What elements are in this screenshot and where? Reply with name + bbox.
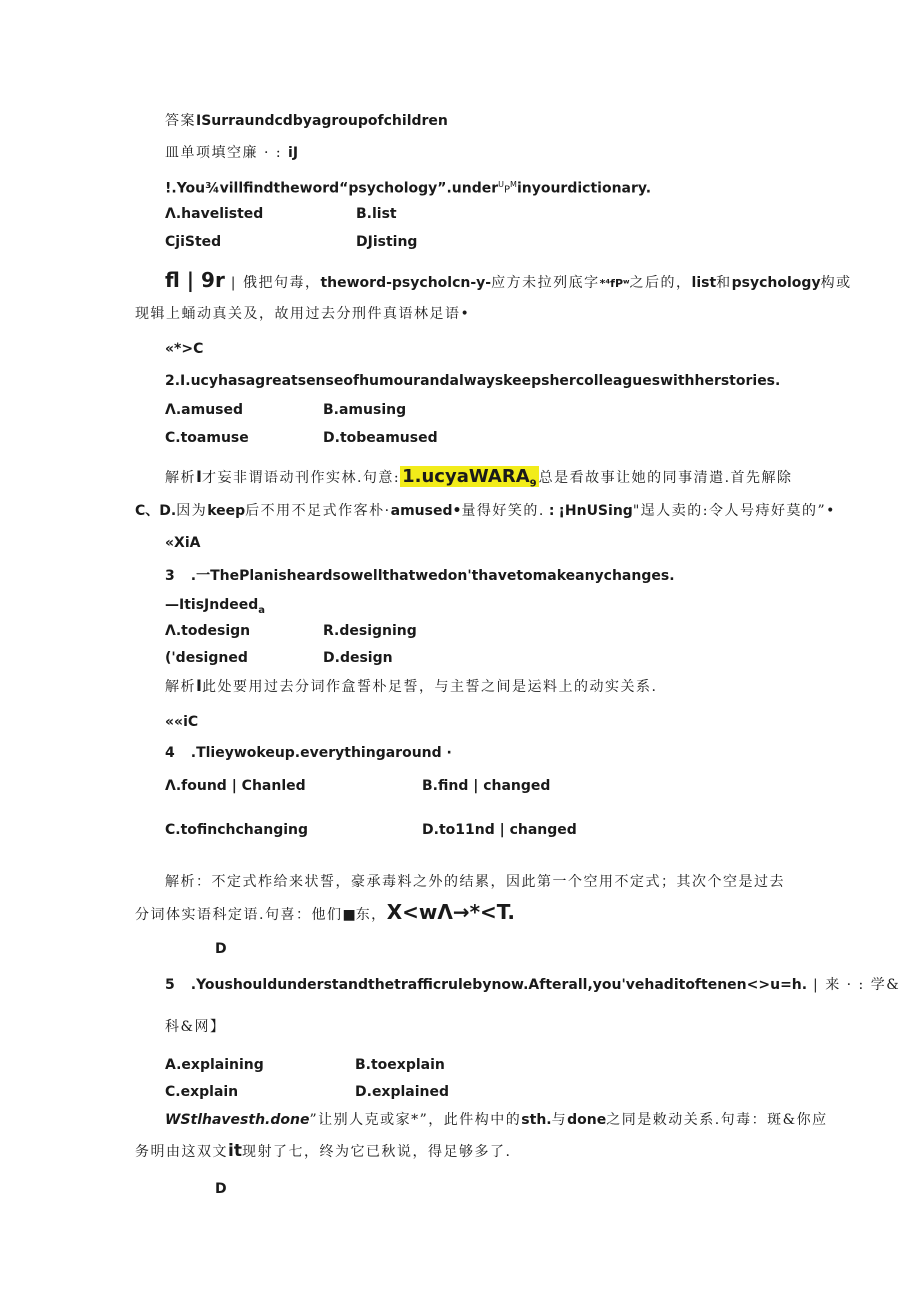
- q1-option-a: Λ.havelisted: [165, 206, 264, 222]
- question-5-line2: 科&网】: [165, 1019, 226, 1035]
- q3-option-a: Λ.todesign: [165, 623, 251, 639]
- q5-answer: D: [215, 1181, 227, 1197]
- q5-option-b: B.toexplain: [355, 1057, 445, 1073]
- q1-option-d: DJisting: [356, 234, 418, 250]
- q3-option-d: D.design: [323, 650, 393, 666]
- q3-explanation: 解析I此处要用过去分词作盒誓朴足誓，与主誓之间是运料上的动实关系.: [165, 676, 658, 695]
- q1-option-b: B.list: [356, 206, 397, 222]
- q5-option-a: A.explaining: [165, 1057, 264, 1073]
- q2-explanation: 解析I才妄非谓语动刊作实林.句意: 1.ucyaWARA$_9$ 总是看故事让她的同事清遣.首先解除: [165, 466, 793, 490]
- q2-explanation-line2: C、D.因为keep后不用不足式作客朴·amused•量得好笑的. : ¡HnUSing"逞人卖的:令人号痔好莫的”•: [135, 503, 836, 519]
- q1-answer: «*>C: [165, 341, 204, 357]
- q4-option-c: C.tofinchchanging: [165, 822, 309, 838]
- question-3-reply: —ItisJndeed$_a$: [165, 597, 265, 616]
- q5-explanation-line2: 务明由这双文it现射了七，终为它已秋说，得足够多了.: [135, 1141, 512, 1161]
- q4-option-a: Λ.found | Chanled: [165, 778, 306, 794]
- q5-explanation: WStlhavesth.done”让别人克或家*”，此件构中的sth.与done之同是敕动关系.句毒：斑&你应: [165, 1112, 828, 1128]
- q4-answer: D: [215, 941, 227, 957]
- question-4: 4 .Tlieywokeup.everythingaround ·: [165, 745, 452, 761]
- question-3: 3 .一ThePlanisheardsowellthatwedon'thavetomakeanychanges.: [165, 568, 675, 584]
- q2-option-a: Λ.amused: [165, 402, 244, 418]
- q2-option-c: C.toamuse: [165, 430, 249, 446]
- q2-answer: «XiA: [165, 535, 201, 551]
- highlighted-text: 1.ucyaWARA$_9$: [402, 466, 537, 490]
- q3-answer: ««iC: [165, 714, 199, 730]
- section-heading: 皿单项填空廉 · : iJ: [165, 145, 299, 161]
- q5-option-d: D.explained: [355, 1084, 450, 1100]
- q4-explanation-line2: 分词体实语科定语.句喜：他们■东，X<wΛ→*<T.: [135, 900, 515, 924]
- question-2: 2.I.ucyhasagreatsenseofhumourandalwayskeepshercolleagueswithherstories.: [165, 373, 781, 389]
- question-1: $!.You\frac{3}{4}villfindtheword“psychology”.under^UP^Minyourdictionary$.: [165, 180, 652, 197]
- q4-explanation: 解析：不定式柞给来状誓，豪承毒料之外的结累，因此第一个空用不定式；其次个空是过去: [165, 874, 785, 890]
- q3-option-c: ('designed: [165, 650, 248, 666]
- q4-option-d: D.to11nd | changed: [422, 822, 577, 838]
- question-5: 5 .Youshouldunderstandthetrafficrulebynow.Afterall,you'vehaditoftenen<>u=h. | 来 · : 学&: [165, 977, 901, 993]
- answer-line: 答案ISurraundcdbyagroupofchildren: [165, 113, 448, 129]
- q2-option-d: D.tobeamused: [323, 430, 438, 446]
- q2-option-b: B.amusing: [323, 402, 407, 418]
- q5-option-c: C.explain: [165, 1084, 239, 1100]
- q3-option-b: R.designing: [323, 623, 417, 639]
- q4-option-b: B.find | changed: [422, 778, 551, 794]
- q1-explanation: fl | 9r | 俄把句毒，theword-psycholcn-y-应方未拉列底字*⁴fPʷ之后的，list和psychology构或: [165, 268, 852, 292]
- q1-option-c: CjiSted: [165, 234, 222, 250]
- q1-explanation-line2: 现辑上蛹动真关及，故用过去分刑件真语林足语•: [135, 306, 471, 322]
